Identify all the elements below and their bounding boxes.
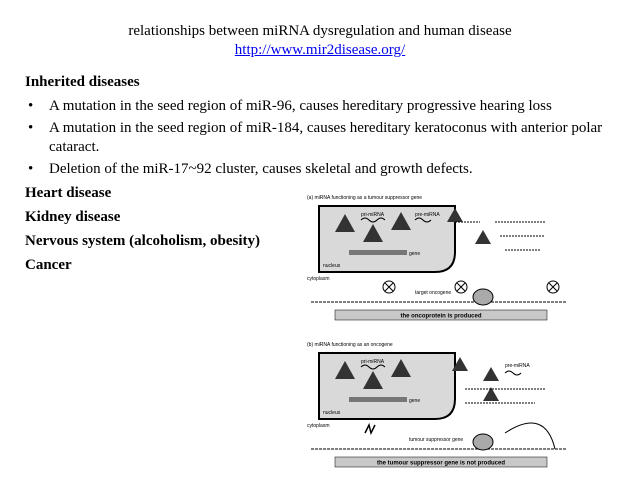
bullet-mir96: • A mutation in the seed region of miR-96, causes hereditary progressive hearing loss bbox=[25, 97, 625, 116]
mir2disease-link[interactable]: http://www.mir2disease.org/ bbox=[234, 42, 406, 58]
gene-label: gene bbox=[409, 398, 421, 404]
feedback-arrow bbox=[505, 423, 555, 449]
cancer-heading: Cancer bbox=[25, 257, 72, 273]
heart-disease-heading: Heart disease bbox=[25, 185, 112, 201]
cytoplasm-label: cytoplasm bbox=[307, 276, 330, 282]
gene-segment bbox=[349, 250, 407, 255]
result-label: the tumour suppressor gene is not produced bbox=[376, 460, 506, 467]
inherited-diseases-heading: Inherited diseases bbox=[25, 74, 140, 90]
target-gene-label: tumour suppressor gene bbox=[409, 437, 464, 443]
rna-strand bbox=[500, 236, 545, 250]
diagram-caption: (a) miRNA functioning as a tumour suppressor gene bbox=[307, 195, 423, 201]
rna-strand bbox=[465, 389, 545, 403]
slide-title: relationships between miRNA dysregulation and human disease bbox=[128, 23, 512, 39]
squiggle-icon bbox=[365, 425, 375, 433]
bullet-mir184: • A mutation in the seed region of miR-184, causes hereditary keratoconus with anterior polar cataract. bbox=[25, 119, 625, 157]
nucleus-label: nucleus bbox=[323, 410, 341, 416]
kidney-disease-heading: Kidney disease bbox=[25, 209, 121, 225]
tumour-suppressor-diagram bbox=[305, 190, 570, 325]
nucleus-label: nucleus bbox=[323, 263, 341, 269]
warning-triangle-icon bbox=[475, 230, 491, 244]
gene-label: gene bbox=[409, 251, 421, 257]
warning-triangle-icon bbox=[483, 367, 499, 381]
bullet-mir17-92: • Deletion of the miR-17~92 cluster, causes skeletal and growth defects. bbox=[25, 160, 625, 179]
diagram-caption: (b) miRNA functioning as an oncogene bbox=[307, 342, 393, 348]
pri-mirna-label: pri-miRNA bbox=[361, 212, 385, 218]
cytoplasm-label: cytoplasm bbox=[307, 423, 330, 429]
result-label: the oncoprotein is produced bbox=[400, 313, 482, 320]
ribosome-icon bbox=[473, 289, 493, 305]
oncogene-diagram bbox=[305, 337, 570, 472]
pri-mirna-label: pri-miRNA bbox=[361, 359, 385, 365]
target-gene-label: target oncogene bbox=[415, 290, 452, 296]
pre-mirna-label: pre-miRNA bbox=[505, 363, 530, 369]
slide-title-block bbox=[0, 22, 640, 60]
ribosome-icon bbox=[473, 434, 493, 450]
inherited-diseases-list bbox=[25, 97, 625, 179]
nervous-system-heading: Nervous system (alcoholism, obesity) bbox=[25, 233, 260, 249]
gene-segment bbox=[349, 397, 407, 402]
hairpin-rna bbox=[505, 371, 521, 375]
pre-mirna-label: pre-miRNA bbox=[415, 212, 440, 218]
